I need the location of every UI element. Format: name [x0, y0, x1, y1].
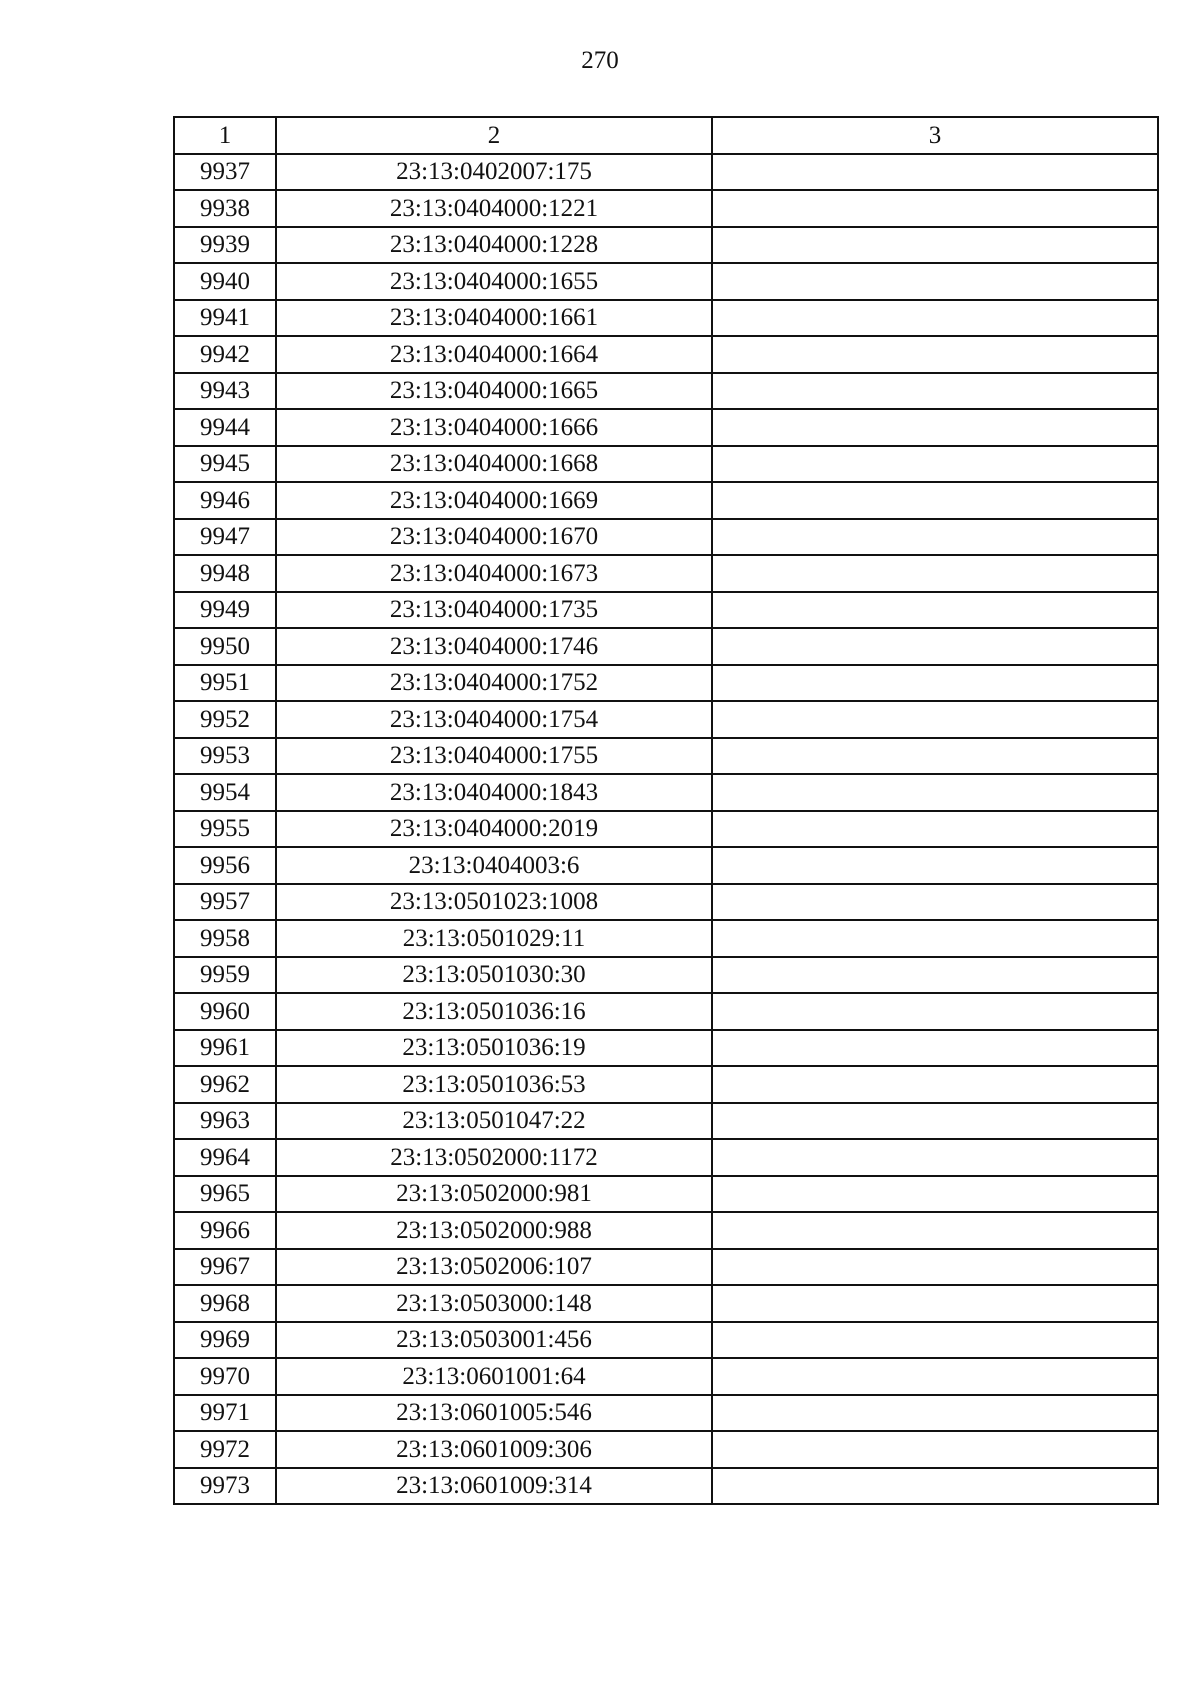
cadastral-number-cell: 23:13:0501030:30 [276, 957, 712, 994]
note-cell [712, 1285, 1158, 1322]
note-cell [712, 446, 1158, 483]
row-number-cell: 9966 [174, 1212, 276, 1249]
note-cell [712, 1066, 1158, 1103]
cadastral-number-cell: 23:13:0404000:1755 [276, 738, 712, 775]
row-number-cell: 9961 [174, 1030, 276, 1067]
table-row [174, 1468, 1158, 1505]
cadastral-number-cell: 23:13:0402007:175 [276, 154, 712, 191]
cadastral-number-cell: 23:13:0404000:1661 [276, 300, 712, 337]
table-row [174, 774, 1158, 811]
cadastral-number-cell: 23:13:0502000:988 [276, 1212, 712, 1249]
row-number-cell: 9965 [174, 1176, 276, 1213]
table-row [174, 1212, 1158, 1249]
cadastral-number-cell: 23:13:0601009:314 [276, 1468, 712, 1505]
cadastral-number-cell: 23:13:0404000:2019 [276, 811, 712, 848]
cadastral-number-cell: 23:13:0502000:981 [276, 1176, 712, 1213]
note-cell [712, 701, 1158, 738]
note-cell [712, 1103, 1158, 1140]
table-row [174, 884, 1158, 921]
note-cell [712, 482, 1158, 519]
note-cell [712, 774, 1158, 811]
cadastral-number-cell: 23:13:0601005:546 [276, 1395, 712, 1432]
cadastral-number-cell: 23:13:0404000:1666 [276, 409, 712, 446]
table-row [174, 738, 1158, 775]
row-number-cell: 9953 [174, 738, 276, 775]
row-number-cell: 9968 [174, 1285, 276, 1322]
table-row [174, 336, 1158, 373]
row-number-cell: 9971 [174, 1395, 276, 1432]
cadastral-number-cell: 23:13:0501023:1008 [276, 884, 712, 921]
note-cell [712, 1431, 1158, 1468]
note-cell [712, 1139, 1158, 1176]
header-row [174, 117, 1158, 154]
note-cell [712, 300, 1158, 337]
table-row [174, 1358, 1158, 1395]
header-col-3: 3 [712, 117, 1158, 154]
table-row [174, 1395, 1158, 1432]
table-row [174, 920, 1158, 957]
table-row [174, 555, 1158, 592]
note-cell [712, 920, 1158, 957]
table-row [174, 1066, 1158, 1103]
cadastral-number-cell: 23:13:0601009:306 [276, 1431, 712, 1468]
row-number-cell: 9951 [174, 665, 276, 702]
cadastral-number-cell: 23:13:0404000:1752 [276, 665, 712, 702]
row-number-cell: 9967 [174, 1249, 276, 1286]
note-cell [712, 1322, 1158, 1359]
note-cell [712, 847, 1158, 884]
table-row [174, 1139, 1158, 1176]
cadastral-number-cell: 23:13:0404000:1735 [276, 592, 712, 629]
cadastral-number-cell: 23:13:0404000:1843 [276, 774, 712, 811]
row-number-cell: 9939 [174, 227, 276, 264]
table-row [174, 1103, 1158, 1140]
table-row [174, 519, 1158, 556]
cadastral-number-cell: 23:13:0404000:1664 [276, 336, 712, 373]
table-row [174, 628, 1158, 665]
table-row [174, 1030, 1158, 1067]
cadastral-number-cell: 23:13:0404000:1669 [276, 482, 712, 519]
row-number-cell: 9957 [174, 884, 276, 921]
row-number-cell: 9969 [174, 1322, 276, 1359]
note-cell [712, 227, 1158, 264]
table-row [174, 847, 1158, 884]
header-col-1: 1 [174, 117, 276, 154]
table-row [174, 373, 1158, 410]
table-row [174, 1249, 1158, 1286]
note-cell [712, 592, 1158, 629]
row-number-cell: 9946 [174, 482, 276, 519]
cadastral-number-cell: 23:13:0501047:22 [276, 1103, 712, 1140]
row-number-cell: 9959 [174, 957, 276, 994]
note-cell [712, 1212, 1158, 1249]
table-row [174, 1431, 1158, 1468]
note-cell [712, 190, 1158, 227]
row-number-cell: 9940 [174, 263, 276, 300]
row-number-cell: 9973 [174, 1468, 276, 1505]
cadastral-number-cell: 23:13:0404000:1673 [276, 555, 712, 592]
note-cell [712, 1249, 1158, 1286]
note-cell [712, 154, 1158, 191]
note-cell [712, 1176, 1158, 1213]
row-number-cell: 9942 [174, 336, 276, 373]
table-row [174, 300, 1158, 337]
row-number-cell: 9943 [174, 373, 276, 410]
cadastral-number-cell: 23:13:0404000:1668 [276, 446, 712, 483]
table-row [174, 190, 1158, 227]
cadastral-table [173, 116, 1159, 1505]
row-number-cell: 9962 [174, 1066, 276, 1103]
note-cell [712, 519, 1158, 556]
table-row [174, 227, 1158, 264]
table-row [174, 1285, 1158, 1322]
row-number-cell: 9955 [174, 811, 276, 848]
note-cell [712, 811, 1158, 848]
row-number-cell: 9952 [174, 701, 276, 738]
cadastral-number-cell: 23:13:0501029:11 [276, 920, 712, 957]
row-number-cell: 9949 [174, 592, 276, 629]
cadastral-number-cell: 23:13:0501036:16 [276, 993, 712, 1030]
note-cell [712, 1395, 1158, 1432]
row-number-cell: 9972 [174, 1431, 276, 1468]
row-number-cell: 9963 [174, 1103, 276, 1140]
note-cell [712, 373, 1158, 410]
cadastral-number-cell: 23:13:0404000:1754 [276, 701, 712, 738]
cadastral-number-cell: 23:13:0503001:456 [276, 1322, 712, 1359]
row-number-cell: 9945 [174, 446, 276, 483]
table-row [174, 482, 1158, 519]
note-cell [712, 1468, 1158, 1505]
note-cell [712, 263, 1158, 300]
row-number-cell: 9937 [174, 154, 276, 191]
row-number-cell: 9970 [174, 1358, 276, 1395]
table-row [174, 409, 1158, 446]
row-number-cell: 9964 [174, 1139, 276, 1176]
table-row [174, 665, 1158, 702]
note-cell [712, 993, 1158, 1030]
table-row [174, 592, 1158, 629]
page-number: 270 [581, 47, 619, 74]
cadastral-number-cell: 23:13:0503000:148 [276, 1285, 712, 1322]
cadastral-number-cell: 23:13:0404000:1655 [276, 263, 712, 300]
table-body [174, 154, 1158, 1505]
note-cell [712, 665, 1158, 702]
cadastral-number-cell: 23:13:0404000:1670 [276, 519, 712, 556]
note-cell [712, 1030, 1158, 1067]
cadastral-number-cell: 23:13:0502006:107 [276, 1249, 712, 1286]
cadastral-number-cell: 23:13:0404003:6 [276, 847, 712, 884]
row-number-cell: 9958 [174, 920, 276, 957]
table-header [174, 117, 1158, 154]
table-row [174, 446, 1158, 483]
table-row [174, 154, 1158, 191]
note-cell [712, 409, 1158, 446]
note-cell [712, 336, 1158, 373]
row-number-cell: 9944 [174, 409, 276, 446]
note-cell [712, 957, 1158, 994]
cadastral-number-cell: 23:13:0501036:19 [276, 1030, 712, 1067]
table-row [174, 993, 1158, 1030]
table-row [174, 957, 1158, 994]
table-row [174, 263, 1158, 300]
cadastral-number-cell: 23:13:0404000:1665 [276, 373, 712, 410]
header-col-2: 2 [276, 117, 712, 154]
table-row [174, 811, 1158, 848]
row-number-cell: 9950 [174, 628, 276, 665]
note-cell [712, 628, 1158, 665]
row-number-cell: 9938 [174, 190, 276, 227]
row-number-cell: 9947 [174, 519, 276, 556]
row-number-cell: 9960 [174, 993, 276, 1030]
cadastral-number-cell: 23:13:0601001:64 [276, 1358, 712, 1395]
cadastral-number-cell: 23:13:0404000:1228 [276, 227, 712, 264]
row-number-cell: 9941 [174, 300, 276, 337]
cadastral-number-cell: 23:13:0501036:53 [276, 1066, 712, 1103]
row-number-cell: 9948 [174, 555, 276, 592]
cadastral-number-cell: 23:13:0502000:1172 [276, 1139, 712, 1176]
cadastral-number-cell: 23:13:0404000:1221 [276, 190, 712, 227]
table-row [174, 1176, 1158, 1213]
note-cell [712, 1358, 1158, 1395]
row-number-cell: 9956 [174, 847, 276, 884]
note-cell [712, 738, 1158, 775]
row-number-cell: 9954 [174, 774, 276, 811]
table-row [174, 1322, 1158, 1359]
cadastral-number-cell: 23:13:0404000:1746 [276, 628, 712, 665]
note-cell [712, 555, 1158, 592]
table-row [174, 701, 1158, 738]
note-cell [712, 884, 1158, 921]
